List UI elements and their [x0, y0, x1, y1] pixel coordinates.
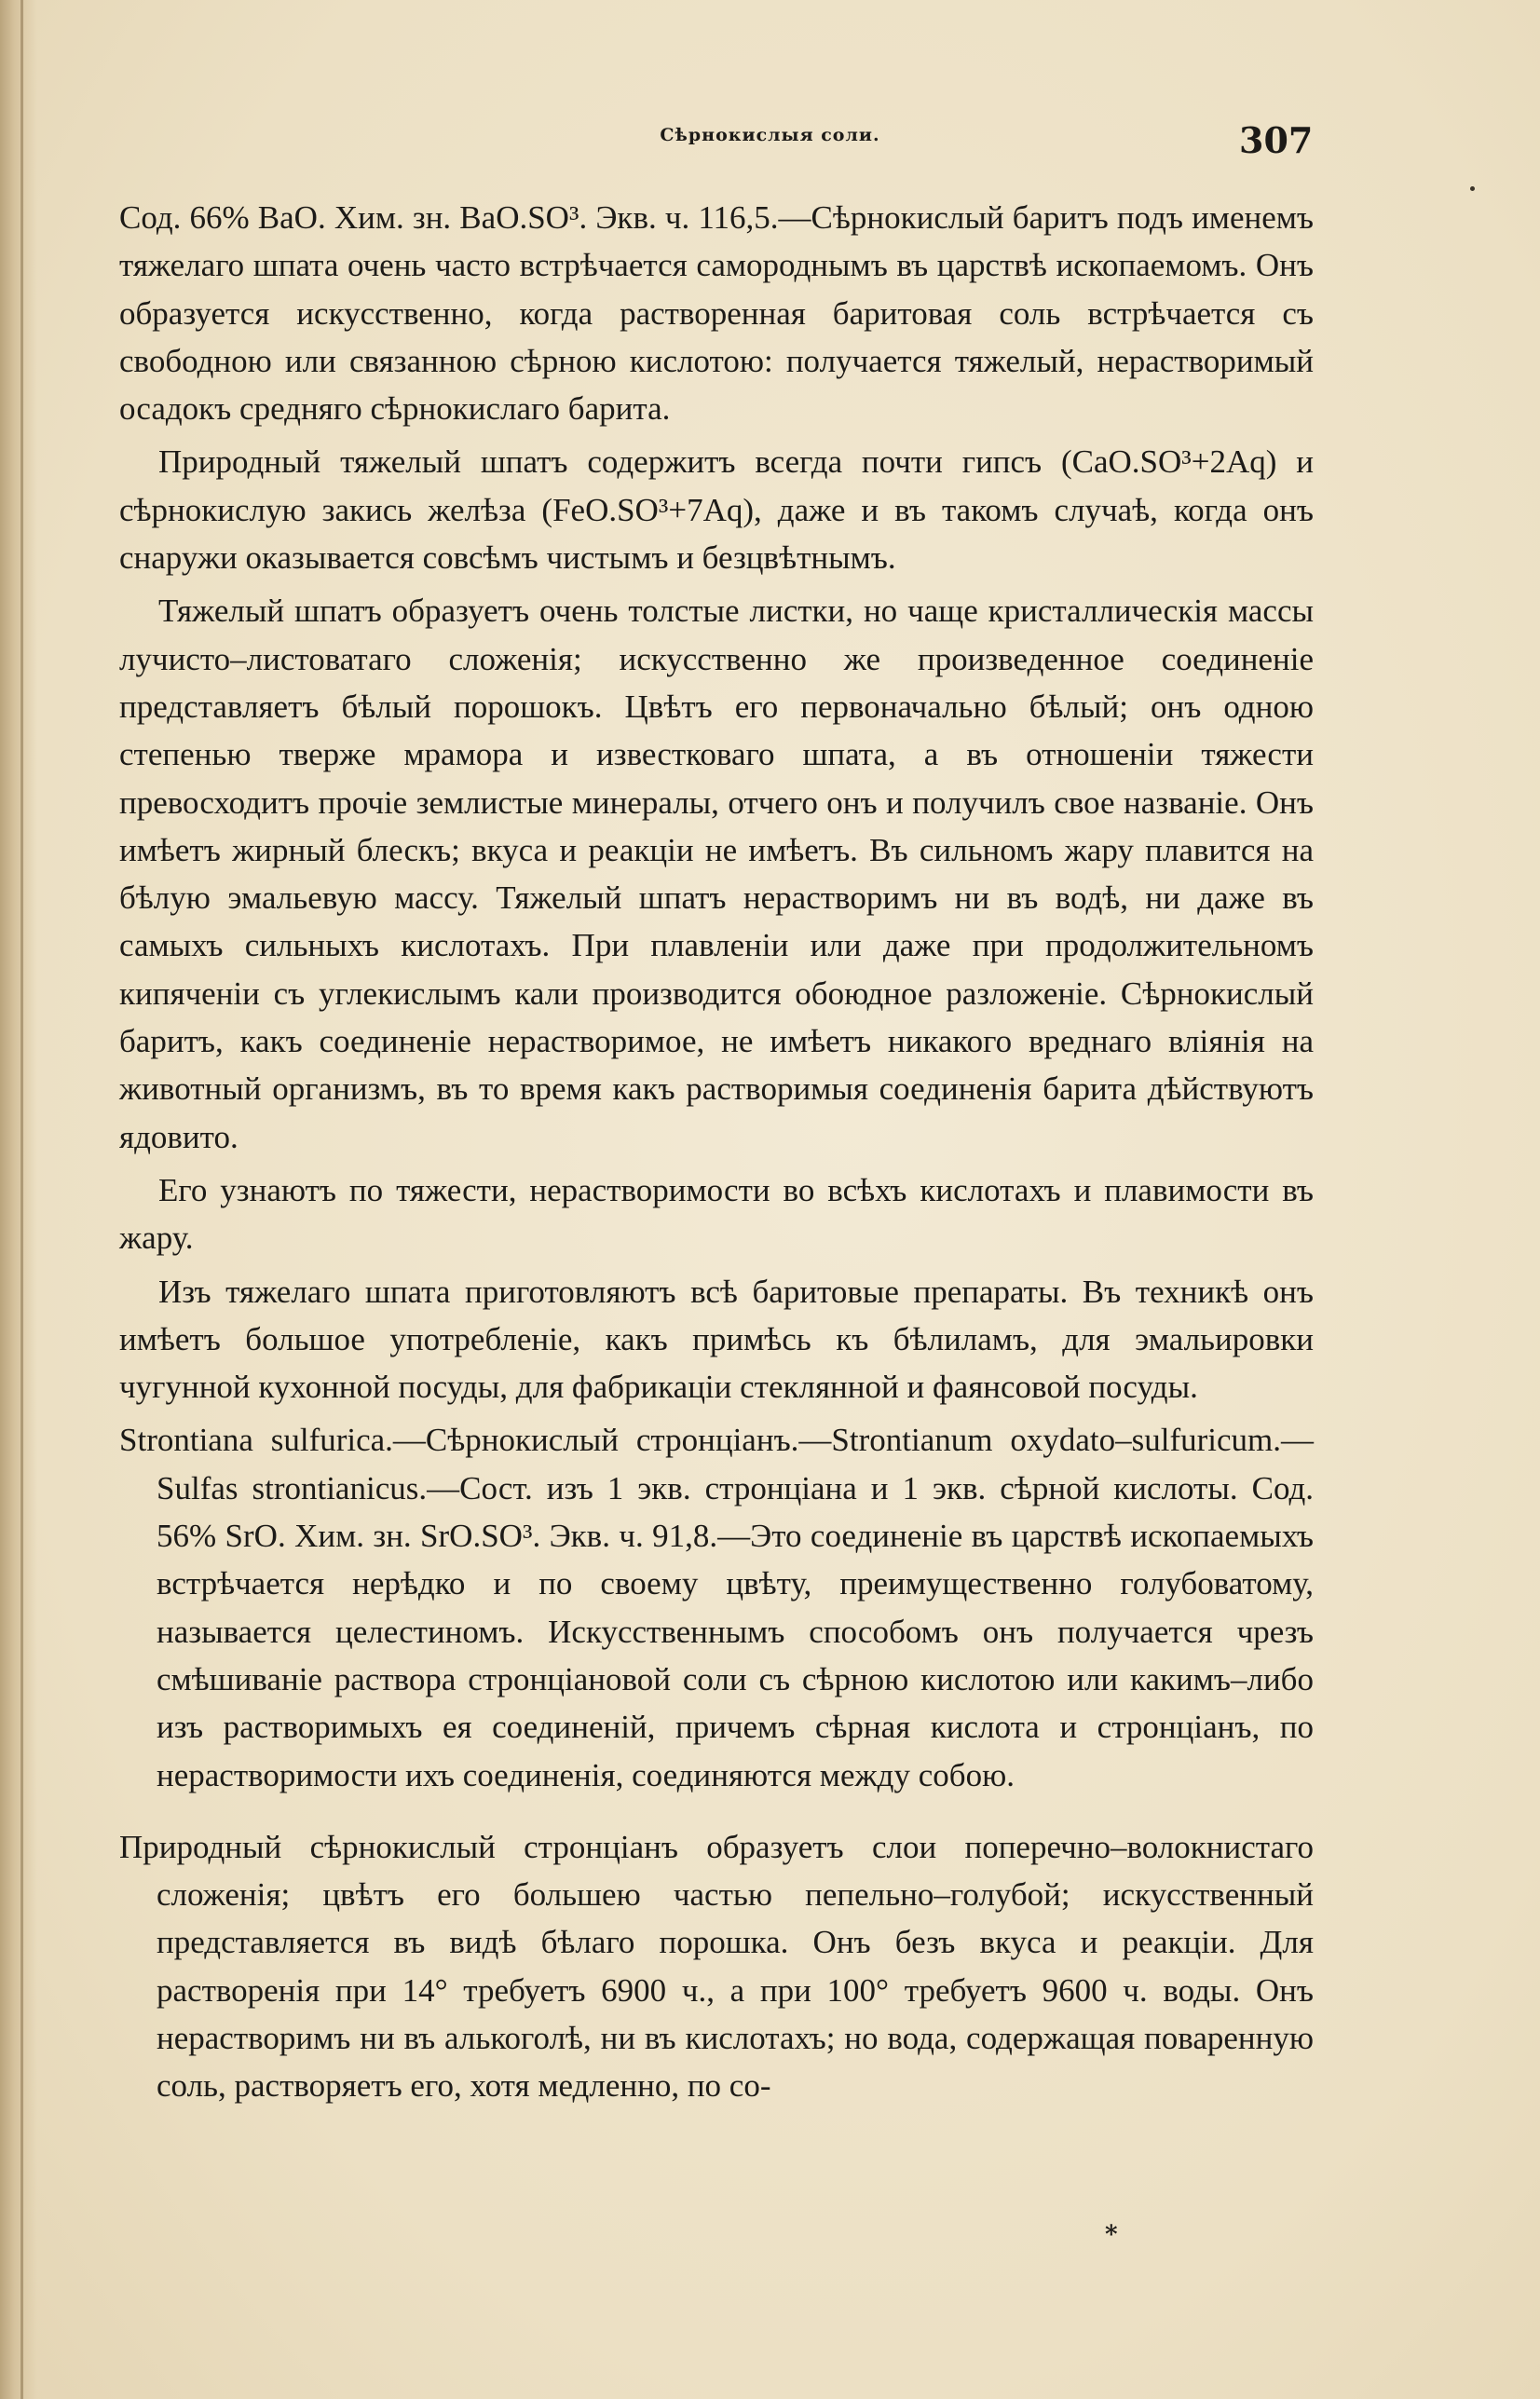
paragraph-strontium-sulfate-entry: Strontiana sulfurica.—Сѣрнокислый стронціанъ.—Strontianum oxydato–sulfuricum.—Sulfas strontianicus.—Сост. изъ 1 экв. стронціана и 1 экв. сѣрной кислоты. Сод. 56% SrO. Хим. зн. SrO.SO³. Экв. ч. 91,8.—Это соединеніе въ царствѣ ископаемыхъ встрѣчается нерѣдко и по своему цвѣту, преимущественно голубоватому, называется целестиномъ. Искусственнымъ способомъ онъ получается чрезъ смѣшиваніе раствора стронціановой соли съ сѣрною кислотою или какимъ–либо изъ растворимыхъ ея соединеній, причемъ сѣрная кислота и стронціанъ, по нерастворимости ихъ соединенія, соединяются между собою.	[119, 1422, 1314, 1793]
signature-mark: *	[1105, 2221, 1118, 2249]
page-number: 307	[1239, 119, 1314, 161]
running-title: Сѣрнокислыя соли.	[660, 125, 880, 145]
ink-speck	[1470, 186, 1475, 191]
paragraph-barium-sulfate-intro: Сод. 66% BaO. Хим. зн. BaO.SO³. Экв. ч. 116,5.—Сѣрнокислый баритъ подъ именемъ тяжелаго шпата очень часто встрѣчается самороднымъ въ царствѣ ископаемомъ. Онъ образуется искусственно, когда растворенная баритовая соль встрѣчается съ свободною или связанною сѣрною кислотою: получается тяжелый, нерастворимый осадокъ средняго сѣрнокислаго барита.	[119, 199, 1314, 428]
paragraph-uses: Изъ тяжелаго шпата приготовляютъ всѣ баритовые препараты. Въ техникѣ онъ имѣетъ большое употребленіе, какъ примѣсь къ бѣлиламъ, для эмальировки чугунной кухонной посуды, для фабрикаціи стеклянной и фаянсовой посуды.	[119, 1273, 1314, 1406]
body-text	[119, 194, 1314, 2116]
binding-shadow	[0, 0, 37, 2399]
paragraph-natural-heavy-spar: Природный тяжелый шпатъ содержитъ всегда почти гипсъ (CaO.SO³+2Aq) и сѣрнокислую закись желѣза (FeO.SO³+7Aq), даже и въ такомъ случаѣ, когда онъ снаружи оказывается совсѣмъ чистымъ и безцвѣтнымъ.	[119, 443, 1314, 577]
binding-edge-line	[20, 0, 23, 2399]
paragraph-identification: Его узнаютъ по тяжести, нерастворимости во всѣхъ кислотахъ и плавимости въ жару.	[119, 1171, 1314, 1257]
running-header	[0, 119, 1540, 161]
paragraph-heavy-spar-properties: Тяжелый шпатъ образуетъ очень толстые листки, но чаще кристаллическія массы лучисто–листоватаго сложенія; искусственно же произведенное соединеніе представляетъ бѣлый порошокъ. Цвѣтъ его первоначально бѣлый; онъ одною степенью тверже мрамора и известковаго шпата, а въ отношеніи тяжести превосходитъ прочіе землистые минералы, отчего онъ и получилъ свое названіе. Онъ имѣетъ жирный блескъ; вкуса и реакціи не имѣетъ. Въ сильномъ жару плавится на бѣлую эмальевую массу. Тяжелый шпатъ нерастворимъ ни въ водѣ, ни даже въ самыхъ сильныхъ кислотахъ. При плавленіи или даже при продолжительномъ кипяченіи съ углекислымъ кали производится обоюдное разложеніе. Сѣрнокислый баритъ, какъ соединеніе нерастворимое, не имѣетъ никакого вреднаго вліянія на животный организмъ, въ то время какъ растворимыя соединенія барита дѣйствуютъ ядовито.	[119, 593, 1314, 1155]
paragraph-natural-strontium-sulfate: Природный сѣрнокислый стронціанъ образуетъ слои поперечно–волокнистаго сложенія; цвѣтъ его большею частью пепельно–голубой; искусственный представляется въ видѣ бѣлаго порошка. Онъ безъ вкуса и реакціи. Для растворенія при 14° требуетъ 6900 ч., а при 100° требуетъ 9600 ч. воды. Онъ нерастворимъ ни въ алькоголѣ, ни въ кислотахъ; но вода, содержащая поваренную соль, растворяетъ его, хотя медленно, по со-	[119, 1828, 1314, 2105]
